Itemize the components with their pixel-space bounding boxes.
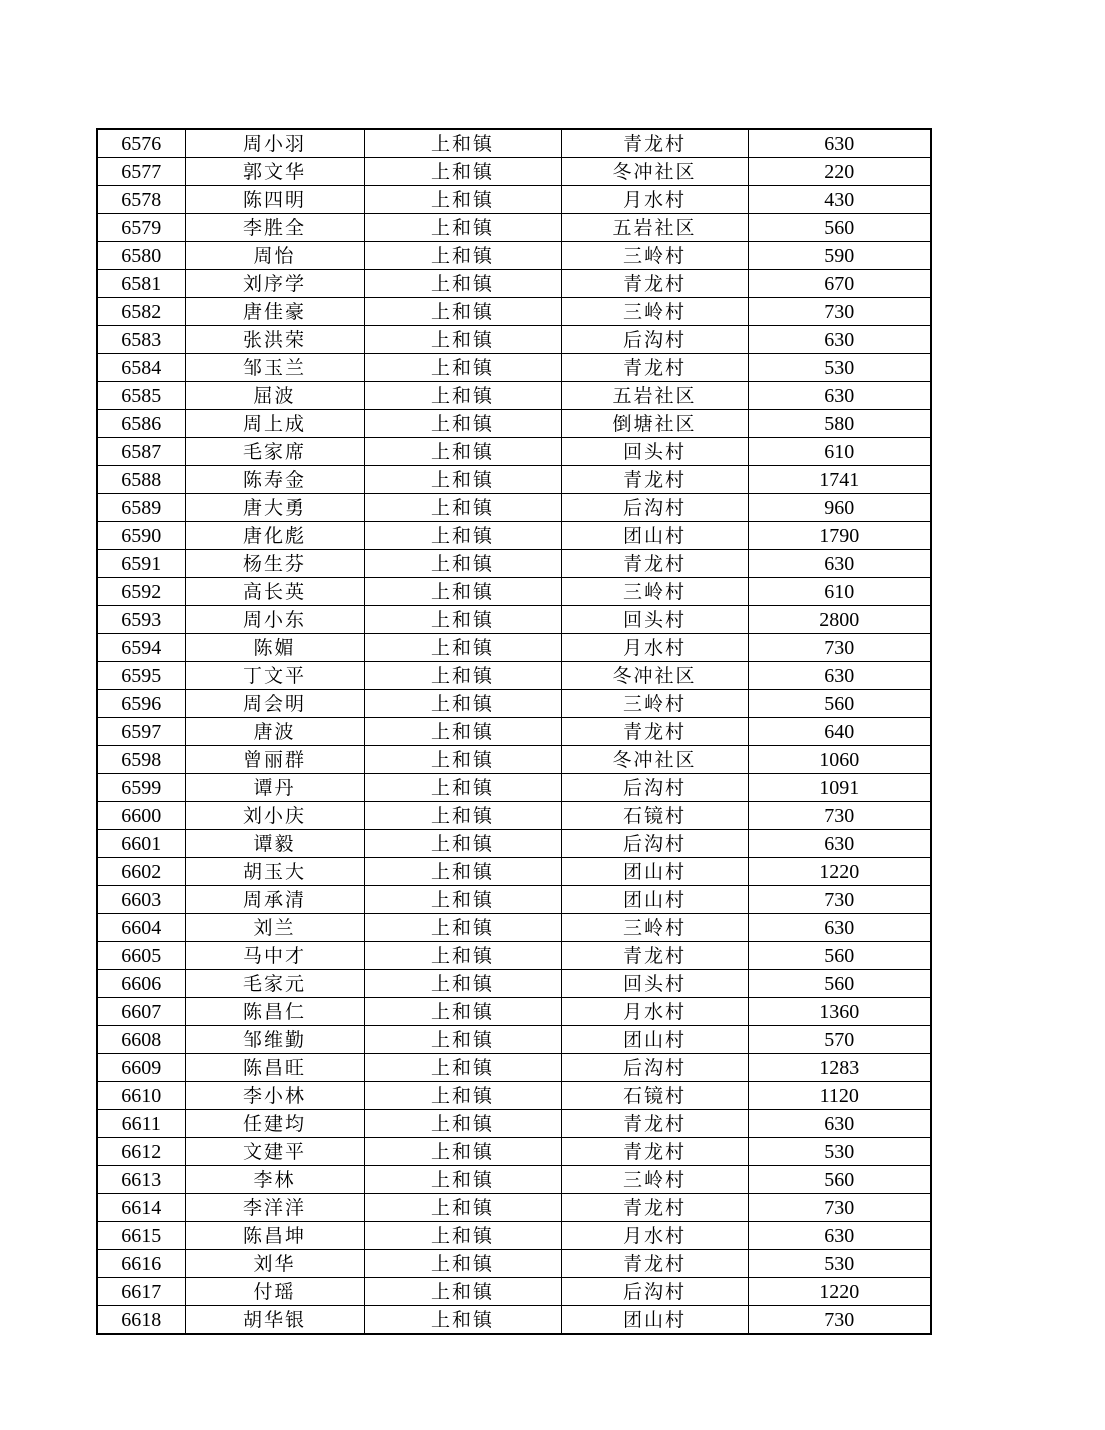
id-cell: 6615 [97, 1222, 185, 1250]
town-cell: 上和镇 [364, 326, 561, 354]
name-cell: 杨生芬 [185, 550, 364, 578]
name-cell: 周小东 [185, 606, 364, 634]
village-cell: 青龙村 [561, 270, 748, 298]
town-cell: 上和镇 [364, 774, 561, 802]
amount-cell: 640 [748, 718, 931, 746]
name-cell: 刘兰 [185, 914, 364, 942]
id-cell: 6589 [97, 494, 185, 522]
table-row [97, 830, 931, 858]
village-cell: 三岭村 [561, 578, 748, 606]
table-row [97, 354, 931, 382]
id-cell: 6584 [97, 354, 185, 382]
amount-cell: 730 [748, 1194, 931, 1222]
name-cell: 毛家席 [185, 438, 364, 466]
id-cell: 6601 [97, 830, 185, 858]
amount-cell: 1283 [748, 1054, 931, 1082]
village-cell: 回头村 [561, 970, 748, 998]
id-cell: 6588 [97, 466, 185, 494]
town-cell: 上和镇 [364, 746, 561, 774]
table-row [97, 802, 931, 830]
id-cell: 6583 [97, 326, 185, 354]
name-cell: 唐波 [185, 718, 364, 746]
id-cell: 6597 [97, 718, 185, 746]
town-cell: 上和镇 [364, 1222, 561, 1250]
name-cell: 谭丹 [185, 774, 364, 802]
town-cell: 上和镇 [364, 158, 561, 186]
name-cell: 张洪荣 [185, 326, 364, 354]
table-row [97, 1082, 931, 1110]
town-cell: 上和镇 [364, 886, 561, 914]
town-cell: 上和镇 [364, 1166, 561, 1194]
village-cell: 青龙村 [561, 1194, 748, 1222]
table-row [97, 382, 931, 410]
name-cell: 周怡 [185, 242, 364, 270]
town-cell: 上和镇 [364, 129, 561, 158]
amount-cell: 610 [748, 578, 931, 606]
name-cell: 周承清 [185, 886, 364, 914]
name-cell: 谭毅 [185, 830, 364, 858]
table-row [97, 718, 931, 746]
name-cell: 周小羽 [185, 129, 364, 158]
village-cell: 团山村 [561, 522, 748, 550]
table-row [97, 858, 931, 886]
town-cell: 上和镇 [364, 1110, 561, 1138]
id-cell: 6596 [97, 690, 185, 718]
table-row [97, 186, 931, 214]
village-cell: 青龙村 [561, 354, 748, 382]
table-row [97, 886, 931, 914]
amount-cell: 960 [748, 494, 931, 522]
village-cell: 冬冲社区 [561, 158, 748, 186]
table-row [97, 914, 931, 942]
amount-cell: 730 [748, 802, 931, 830]
amount-cell: 1741 [748, 466, 931, 494]
town-cell: 上和镇 [364, 1250, 561, 1278]
id-cell: 6576 [97, 129, 185, 158]
name-cell: 陈四明 [185, 186, 364, 214]
village-cell: 青龙村 [561, 550, 748, 578]
id-cell: 6580 [97, 242, 185, 270]
id-cell: 6586 [97, 410, 185, 438]
table-row [97, 270, 931, 298]
table-row [97, 326, 931, 354]
town-cell: 上和镇 [364, 298, 561, 326]
town-cell: 上和镇 [364, 186, 561, 214]
village-cell: 团山村 [561, 886, 748, 914]
name-cell: 丁文平 [185, 662, 364, 690]
village-cell: 后沟村 [561, 326, 748, 354]
amount-cell: 570 [748, 1026, 931, 1054]
id-cell: 6599 [97, 774, 185, 802]
village-cell: 青龙村 [561, 1138, 748, 1166]
table-row [97, 522, 931, 550]
amount-cell: 1360 [748, 998, 931, 1026]
amount-cell: 430 [748, 186, 931, 214]
name-cell: 李小林 [185, 1082, 364, 1110]
town-cell: 上和镇 [364, 1278, 561, 1306]
amount-cell: 1220 [748, 1278, 931, 1306]
id-cell: 6608 [97, 1026, 185, 1054]
record-table-body [97, 129, 931, 1334]
amount-cell: 560 [748, 690, 931, 718]
amount-cell: 630 [748, 1222, 931, 1250]
town-cell: 上和镇 [364, 1138, 561, 1166]
town-cell: 上和镇 [364, 1194, 561, 1222]
amount-cell: 1060 [748, 746, 931, 774]
village-cell: 青龙村 [561, 129, 748, 158]
id-cell: 6595 [97, 662, 185, 690]
table-row [97, 578, 931, 606]
table-row [97, 1222, 931, 1250]
village-cell: 青龙村 [561, 1250, 748, 1278]
table-row [97, 1138, 931, 1166]
town-cell: 上和镇 [364, 802, 561, 830]
table-row [97, 410, 931, 438]
name-cell: 唐佳豪 [185, 298, 364, 326]
amount-cell: 730 [748, 886, 931, 914]
table-row [97, 1054, 931, 1082]
village-cell: 三岭村 [561, 690, 748, 718]
town-cell: 上和镇 [364, 354, 561, 382]
id-cell: 6585 [97, 382, 185, 410]
amount-cell: 630 [748, 662, 931, 690]
id-cell: 6579 [97, 214, 185, 242]
town-cell: 上和镇 [364, 578, 561, 606]
village-cell: 月水村 [561, 1222, 748, 1250]
amount-cell: 560 [748, 214, 931, 242]
amount-cell: 530 [748, 354, 931, 382]
town-cell: 上和镇 [364, 718, 561, 746]
table-row [97, 1110, 931, 1138]
table-row [97, 1194, 931, 1222]
id-cell: 6607 [97, 998, 185, 1026]
village-cell: 青龙村 [561, 1110, 748, 1138]
id-cell: 6613 [97, 1166, 185, 1194]
amount-cell: 630 [748, 382, 931, 410]
name-cell: 郭文华 [185, 158, 364, 186]
village-cell: 月水村 [561, 634, 748, 662]
village-cell: 石镜村 [561, 1082, 748, 1110]
record-table [96, 128, 932, 1335]
id-cell: 6598 [97, 746, 185, 774]
village-cell: 后沟村 [561, 830, 748, 858]
table-row [97, 970, 931, 998]
village-cell: 倒塘社区 [561, 410, 748, 438]
table-row [97, 690, 931, 718]
town-cell: 上和镇 [364, 550, 561, 578]
id-cell: 6605 [97, 942, 185, 970]
town-cell: 上和镇 [364, 634, 561, 662]
id-cell: 6604 [97, 914, 185, 942]
village-cell: 后沟村 [561, 494, 748, 522]
id-cell: 6593 [97, 606, 185, 634]
village-cell: 回头村 [561, 438, 748, 466]
amount-cell: 730 [748, 298, 931, 326]
name-cell: 付瑶 [185, 1278, 364, 1306]
name-cell: 陈昌旺 [185, 1054, 364, 1082]
table-row [97, 1250, 931, 1278]
town-cell: 上和镇 [364, 914, 561, 942]
amount-cell: 220 [748, 158, 931, 186]
table-row [97, 942, 931, 970]
town-cell: 上和镇 [364, 382, 561, 410]
town-cell: 上和镇 [364, 830, 561, 858]
amount-cell: 530 [748, 1138, 931, 1166]
name-cell: 邹维勤 [185, 1026, 364, 1054]
town-cell: 上和镇 [364, 242, 561, 270]
id-cell: 6618 [97, 1306, 185, 1335]
id-cell: 6609 [97, 1054, 185, 1082]
id-cell: 6577 [97, 158, 185, 186]
name-cell: 刘序学 [185, 270, 364, 298]
village-cell: 后沟村 [561, 1054, 748, 1082]
name-cell: 李洋洋 [185, 1194, 364, 1222]
name-cell: 马中才 [185, 942, 364, 970]
name-cell: 屈波 [185, 382, 364, 410]
id-cell: 6590 [97, 522, 185, 550]
village-cell: 冬冲社区 [561, 662, 748, 690]
amount-cell: 630 [748, 914, 931, 942]
table-row [97, 1278, 931, 1306]
amount-cell: 630 [748, 550, 931, 578]
amount-cell: 630 [748, 129, 931, 158]
name-cell: 陈昌仁 [185, 998, 364, 1026]
village-cell: 月水村 [561, 186, 748, 214]
amount-cell: 630 [748, 830, 931, 858]
table-row [97, 606, 931, 634]
name-cell: 周上成 [185, 410, 364, 438]
table-row [97, 662, 931, 690]
amount-cell: 670 [748, 270, 931, 298]
town-cell: 上和镇 [364, 494, 561, 522]
id-cell: 6612 [97, 1138, 185, 1166]
id-cell: 6594 [97, 634, 185, 662]
village-cell: 石镜村 [561, 802, 748, 830]
amount-cell: 1120 [748, 1082, 931, 1110]
village-cell: 月水村 [561, 998, 748, 1026]
name-cell: 李胜全 [185, 214, 364, 242]
name-cell: 文建平 [185, 1138, 364, 1166]
amount-cell: 1790 [748, 522, 931, 550]
amount-cell: 730 [748, 1306, 931, 1335]
table-row [97, 746, 931, 774]
amount-cell: 560 [748, 1166, 931, 1194]
town-cell: 上和镇 [364, 410, 561, 438]
name-cell: 毛家元 [185, 970, 364, 998]
village-cell: 三岭村 [561, 298, 748, 326]
table-row [97, 214, 931, 242]
table-row [97, 438, 931, 466]
town-cell: 上和镇 [364, 1054, 561, 1082]
table-row [97, 634, 931, 662]
town-cell: 上和镇 [364, 662, 561, 690]
table-row [97, 129, 931, 158]
name-cell: 刘小庆 [185, 802, 364, 830]
id-cell: 6587 [97, 438, 185, 466]
amount-cell: 530 [748, 1250, 931, 1278]
town-cell: 上和镇 [364, 214, 561, 242]
amount-cell: 2800 [748, 606, 931, 634]
village-cell: 五岩社区 [561, 214, 748, 242]
village-cell: 三岭村 [561, 914, 748, 942]
village-cell: 三岭村 [561, 242, 748, 270]
table-row [97, 242, 931, 270]
village-cell: 青龙村 [561, 942, 748, 970]
amount-cell: 1091 [748, 774, 931, 802]
amount-cell: 560 [748, 942, 931, 970]
table-row [97, 1166, 931, 1194]
name-cell: 邹玉兰 [185, 354, 364, 382]
id-cell: 6606 [97, 970, 185, 998]
id-cell: 6616 [97, 1250, 185, 1278]
amount-cell: 580 [748, 410, 931, 438]
name-cell: 曾丽群 [185, 746, 364, 774]
town-cell: 上和镇 [364, 270, 561, 298]
name-cell: 陈媚 [185, 634, 364, 662]
town-cell: 上和镇 [364, 970, 561, 998]
id-cell: 6602 [97, 858, 185, 886]
village-cell: 团山村 [561, 858, 748, 886]
town-cell: 上和镇 [364, 1306, 561, 1335]
village-cell: 回头村 [561, 606, 748, 634]
name-cell: 刘华 [185, 1250, 364, 1278]
village-cell: 后沟村 [561, 1278, 748, 1306]
name-cell: 周会明 [185, 690, 364, 718]
name-cell: 胡玉大 [185, 858, 364, 886]
village-cell: 团山村 [561, 1306, 748, 1335]
id-cell: 6610 [97, 1082, 185, 1110]
town-cell: 上和镇 [364, 942, 561, 970]
name-cell: 胡华银 [185, 1306, 364, 1335]
id-cell: 6600 [97, 802, 185, 830]
name-cell: 陈昌坤 [185, 1222, 364, 1250]
name-cell: 唐化彪 [185, 522, 364, 550]
village-cell: 青龙村 [561, 466, 748, 494]
name-cell: 李林 [185, 1166, 364, 1194]
name-cell: 唐大勇 [185, 494, 364, 522]
town-cell: 上和镇 [364, 858, 561, 886]
id-cell: 6603 [97, 886, 185, 914]
town-cell: 上和镇 [364, 1082, 561, 1110]
amount-cell: 630 [748, 1110, 931, 1138]
amount-cell: 730 [748, 634, 931, 662]
table-row [97, 466, 931, 494]
id-cell: 6614 [97, 1194, 185, 1222]
table-row [97, 550, 931, 578]
town-cell: 上和镇 [364, 466, 561, 494]
id-cell: 6581 [97, 270, 185, 298]
id-cell: 6578 [97, 186, 185, 214]
table-row [97, 1306, 931, 1335]
amount-cell: 610 [748, 438, 931, 466]
town-cell: 上和镇 [364, 606, 561, 634]
amount-cell: 560 [748, 970, 931, 998]
amount-cell: 1220 [748, 858, 931, 886]
id-cell: 6591 [97, 550, 185, 578]
town-cell: 上和镇 [364, 998, 561, 1026]
name-cell: 任建均 [185, 1110, 364, 1138]
amount-cell: 590 [748, 242, 931, 270]
town-cell: 上和镇 [364, 438, 561, 466]
id-cell: 6592 [97, 578, 185, 606]
village-cell: 五岩社区 [561, 382, 748, 410]
table-row [97, 1026, 931, 1054]
id-cell: 6617 [97, 1278, 185, 1306]
village-cell: 团山村 [561, 1026, 748, 1054]
village-cell: 三岭村 [561, 1166, 748, 1194]
town-cell: 上和镇 [364, 690, 561, 718]
name-cell: 高长英 [185, 578, 364, 606]
table-row [97, 158, 931, 186]
town-cell: 上和镇 [364, 1026, 561, 1054]
table-row [97, 774, 931, 802]
table-row [97, 298, 931, 326]
village-cell: 冬冲社区 [561, 746, 748, 774]
table-row [97, 494, 931, 522]
table-row [97, 998, 931, 1026]
id-cell: 6582 [97, 298, 185, 326]
village-cell: 后沟村 [561, 774, 748, 802]
id-cell: 6611 [97, 1110, 185, 1138]
village-cell: 青龙村 [561, 718, 748, 746]
name-cell: 陈寿金 [185, 466, 364, 494]
amount-cell: 630 [748, 326, 931, 354]
town-cell: 上和镇 [364, 522, 561, 550]
